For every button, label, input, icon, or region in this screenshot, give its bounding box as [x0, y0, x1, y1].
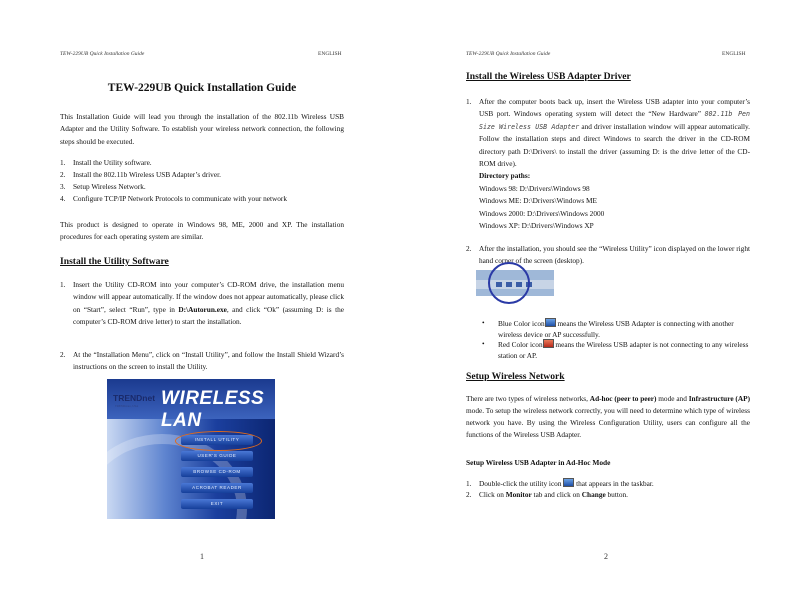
list-item: • Blue Color icon means the Wireless USB Adapter is connecting with another wireless device or AP successfully.	[482, 318, 734, 339]
os-note-paragraph: This product is designed to operate in Windows 98, ME, 2000 and XP. The installation procedures for each operating system are similar.	[60, 220, 344, 242]
page-number: 1	[200, 552, 204, 561]
subheading-adhoc: Setup Wireless USB Adapter in Ad-Hoc Mode	[466, 458, 611, 467]
installation-menu-screenshot: TRENDnet TRENDware, USA WIRELESS LAN INSTALL UTILITY USER'S GUIDE BROWSE CD-ROM ACROBAT READER EXIT	[107, 379, 275, 519]
list-item: 1. Double-click the utility icon that appears in the taskbar.	[466, 479, 654, 488]
highlight-circle	[488, 262, 530, 304]
header-title: TEW-229UB Quick Installation Guide	[60, 51, 145, 57]
page-2	[404, 0, 808, 614]
list-item: 4. Configure TCP/IP Network Protocols to communicate with your network	[60, 194, 288, 203]
page-number: 2	[604, 552, 608, 561]
list-item: 2. Click on Monitor tab and click on Change button.	[466, 490, 628, 499]
section-title-install-driver: Install the Wireless USB Adapter Driver	[466, 71, 631, 82]
section-title-setup-network: Setup Wireless Network	[466, 371, 565, 382]
highlight-oval	[175, 431, 262, 451]
list-item: 3. Setup Wireless Network.	[60, 182, 146, 191]
acrobat-reader-button[interactable]: ACROBAT READER	[181, 483, 253, 493]
list-item: • Red Color icon means the Wireless USB adapter is not connecting to any wireless station or AP.	[482, 339, 749, 360]
list-item: 1. After the computer boots back up, insert the Wireless USB adapter into your computer’s USB port. Windows operating system will detect the “New Hardware” 802.11b Pen Size Wireless USB Adapter and driver installation window will appear automatically. Follow the installation steps and direct Windows to search the driver in the CD-ROM directory path D:\Drivers\ to install the driver (assuming D: is the drive letter of the CD-ROM drive). Directory paths: Windows 98: D:\Drivers\Windows 98 Windows ME: D:\Drivers\Windows ME Windows 2000: D:\Drivers\Windows 2000 Windows XP: D:\Drivers\Windows XP	[466, 97, 750, 231]
setup-paragraph: There are two types of wireless networks, Ad-hoc (peer to peer) mode and Infrastructure (AP) mode. To setup the wireless network correctly, you will need to determine which type of wireless network you have. By using the Wireless Configuration Utility, users can configure all the functions of the Wireless USB Adapter.	[466, 394, 750, 439]
list-item: 1. Install the Utility software.	[60, 158, 152, 167]
intro-paragraph: This Installation Guide will lead you through the installation of the 802.11b Wireless USB Adapter and the Utility Software. To establish your wireless network connection, the following steps should be executed.	[60, 112, 344, 146]
exit-button[interactable]: EXIT	[181, 499, 253, 509]
header-language: ENGLISH	[722, 51, 746, 57]
list-item: 2. At the “Installation Menu”, click on “Install Utility”, and follow the Install Shield Wizard’s instructions on the screen to install the Utility.	[60, 350, 344, 372]
trendnet-logo: TRENDnet	[113, 393, 156, 403]
red-wireless-icon	[543, 339, 554, 348]
list-item: 2. After the installation, you should see the “Wireless Utility” icon displayed on the lower right hand corner of the screen (desktop).	[466, 244, 750, 266]
browse-cdrom-button[interactable]: BROWSE CD-ROM	[181, 467, 253, 477]
section-title-install-utility: Install the Utility Software	[60, 256, 169, 267]
list-item: 2. Install the 802.11b Wireless USB Adapter’s driver.	[60, 170, 221, 179]
blue-wireless-icon	[545, 318, 556, 327]
banner-title: WIRELESS LAN	[161, 388, 265, 431]
page-title: TEW-229UB Quick Installation Guide	[107, 82, 297, 94]
install-utility-button[interactable]: INSTALL UTILITY	[181, 435, 253, 445]
header-title: TEW-229UB Quick Installation Guide	[466, 51, 551, 57]
utility-icon	[563, 478, 574, 487]
header-language: ENGLISH	[318, 51, 342, 57]
list-item: 1. Insert the Utility CD-ROM into your computer’s CD-ROM drive, the installation menu window will appear automatically. If the window does not appear automatically, please click on “Start”, select “Run”, type in D:\Autorun.exe, and click “Ok” (assuming D: is the computer’s CD-ROM drive letter) to start the installation.	[60, 280, 344, 327]
users-guide-button[interactable]: USER'S GUIDE	[181, 451, 253, 461]
